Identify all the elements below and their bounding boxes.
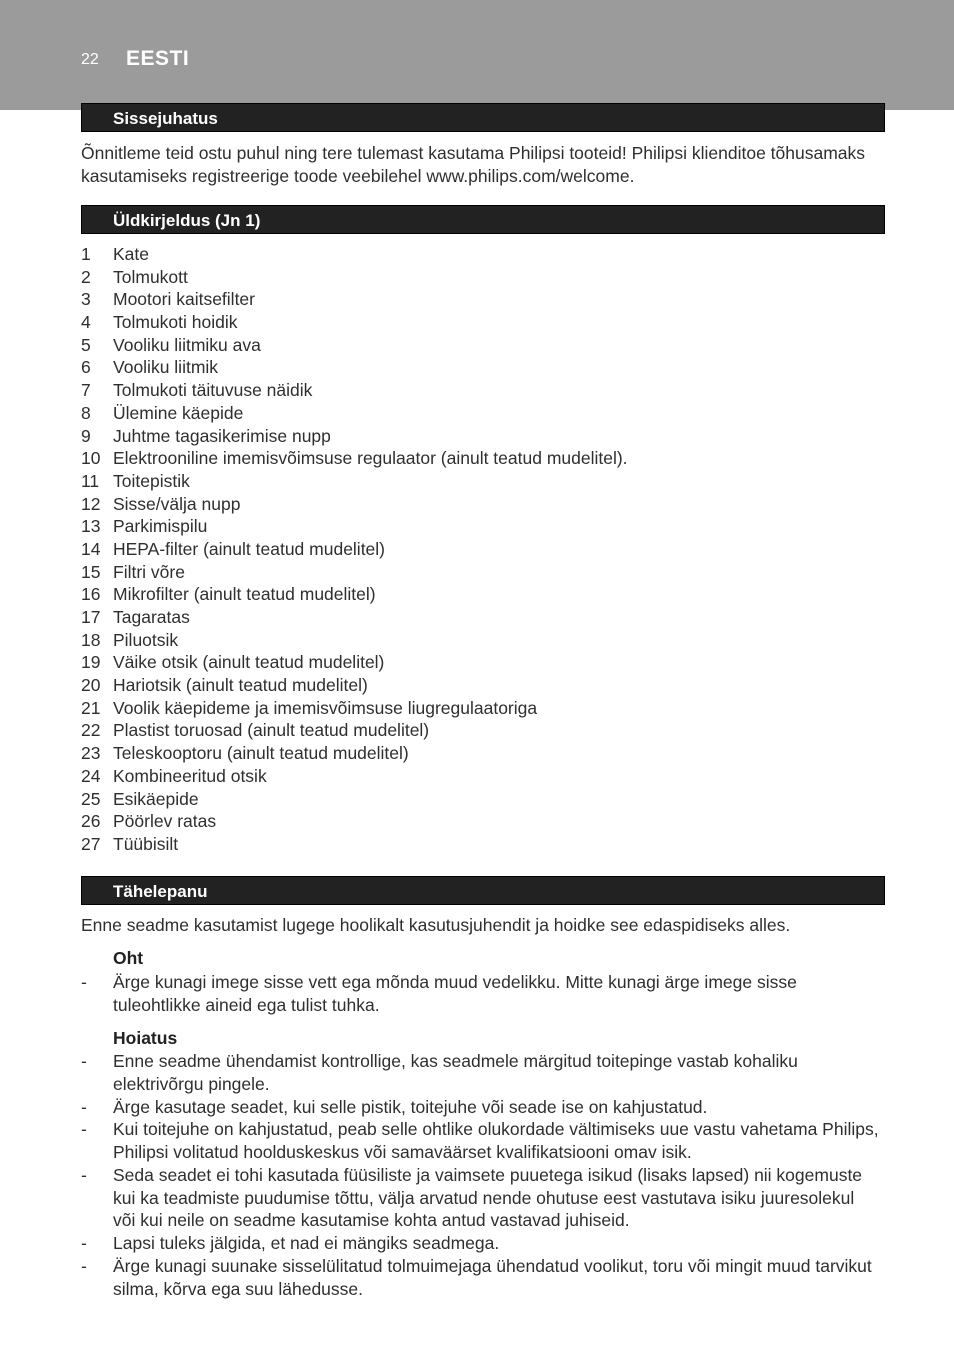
section-header-general [81, 205, 885, 234]
item-label: Tagaratas [113, 607, 190, 627]
list-item [81, 288, 881, 311]
item-number: 21 [81, 697, 101, 718]
item-label: Tolmukoti täituvuse näidik [113, 380, 313, 401]
bullet-dash: - [81, 1119, 87, 1139]
item-number: 2 [81, 266, 91, 287]
bullet-text: Lapsi tuleks jälgida, et nad ei mängiks seadmega. [113, 1233, 500, 1253]
item-label: Toitepistik [113, 470, 190, 491]
bullet-dash: - [81, 1051, 87, 1071]
item-number: 15 [81, 561, 101, 582]
item-number: 8 [81, 402, 91, 423]
list-item [81, 538, 881, 561]
item-number: 25 [81, 788, 101, 809]
bullet-text: Ärge kunagi suunake sisselülitatud tolmuimejaga ühendatud voolikut, toru või mingit muud tarvikut silma, kõrva ega suu lähedusse. [113, 1256, 872, 1299]
bullet-text: Seda seadet ei tohi kasutada füüsiliste ja vaimsete puuetega isikud (lisaks lapsed) nii kogemuste kui ka teadmiste puudumise tõttu, välja arvatud nende ohutuse eest vastutava isiku juuresolekul või kui neile on seadme kasutamise kohta antud vastavad juhiseid. [113, 1165, 863, 1231]
item-number: 19 [81, 652, 101, 673]
list-item [81, 810, 881, 833]
item-number: 14 [81, 538, 101, 559]
item-number: 18 [81, 629, 101, 650]
item-label: Juhtme tagasikerimise nupp [113, 425, 331, 446]
intro-paragraph: Õnnitleme teid ostu puhul ning tere tulemast kasutama Philipsi tooteid! Philipsi klienditoe tõhusamaks kasutamiseks registreerige toode veebilehel www.philips.com/welcome. [81, 143, 866, 186]
list-item [81, 1050, 881, 1095]
item-number: 27 [81, 833, 101, 854]
list-item [81, 606, 881, 629]
item-number: 24 [81, 765, 101, 786]
item-label: Esikäepide [113, 788, 199, 809]
bullet-dash: - [81, 1233, 87, 1253]
attention-paragraph: Enne seadme kasutamist lugege hoolikalt kasutusjuhendit ja hoidke see edaspidiseks alles. [81, 915, 791, 935]
section-title: Sissejuhatus [113, 109, 218, 128]
bullet-text: Ärge kunagi imege sisse vett ega mõnda muud vedelikku. Mitte kunagi ärge imege sisse tuleohtlikke aineid ega tulist tuhka. [113, 972, 797, 1015]
list-item [81, 697, 881, 720]
list-item [81, 402, 881, 425]
item-label: Tüübisilt [113, 833, 179, 854]
list-item [81, 1232, 881, 1255]
item-number: 12 [81, 493, 101, 514]
item-number: 4 [81, 312, 91, 333]
item-number: 9 [81, 425, 91, 446]
item-number: 23 [81, 743, 101, 764]
item-number: 16 [81, 584, 101, 605]
language-title: EESTI [126, 47, 190, 70]
bullet-dash: - [81, 1165, 87, 1185]
list-item [81, 243, 881, 266]
list-item [81, 561, 881, 584]
item-label: Väike otsik (ainult teatud mudelitel) [113, 652, 385, 673]
item-label: HEPA-filter (ainult teatud mudelitel) [113, 538, 386, 559]
list-item [81, 1118, 881, 1163]
bullet-text: Ärge kasutage seadet, kui selle pistik, toitejuhe või seade ise on kahjustatud. [113, 1097, 708, 1117]
item-label: Voolik käepideme ja imemisvõimsuse liugregulaatoriga [113, 697, 538, 718]
list-item [81, 833, 881, 856]
item-number: 6 [81, 357, 91, 378]
list-item [81, 674, 881, 697]
item-label: Piluotsik [113, 629, 179, 650]
item-number: 3 [81, 289, 91, 310]
list-item [81, 742, 881, 765]
bullet-dash: - [81, 1256, 87, 1276]
item-label: Mikrofilter (ainult teatud mudelitel) [113, 584, 376, 605]
item-label: Tolmukoti hoidik [113, 312, 238, 333]
bullet-text: Kui toitejuhe on kahjustatud, peab selle ohtlike olukordade vältimiseks uue vastu vahetama Philips, Philipsi volitatud hoolduskeskus või samaväärset kvalifikatsiooni omav isik. [113, 1119, 879, 1162]
item-label: Teleskooptoru (ainult teatud mudelitel) [113, 743, 409, 764]
list-item [81, 311, 881, 334]
list-item [81, 493, 881, 516]
header-band [0, 0, 954, 110]
item-number: 11 [81, 470, 100, 491]
section-header-attention [81, 876, 885, 905]
item-number: 13 [81, 516, 101, 537]
section-header-intro [81, 103, 885, 132]
page-number: 22 [81, 51, 99, 68]
item-number: 22 [81, 720, 101, 741]
list-item [81, 788, 881, 811]
item-label: Hariotsik (ainult teatud mudelitel) [113, 675, 368, 696]
item-label: Elektrooniline imemisvõimsuse regulaator (ainult teatud mudelitel). [113, 448, 628, 469]
list-item [81, 334, 881, 357]
item-label: Mootori kaitsefilter [113, 289, 255, 310]
list-item [81, 425, 881, 448]
danger-heading: Oht [113, 948, 144, 968]
item-label: Kombineeritud otsik [113, 765, 267, 786]
item-label: Vooliku liitmik [113, 357, 219, 378]
item-label: Ülemine käepide [113, 402, 244, 423]
item-number: 10 [81, 448, 101, 469]
list-item [81, 515, 881, 538]
item-label: Filtri võre [113, 561, 185, 582]
item-number: 20 [81, 675, 101, 696]
list-item [81, 356, 881, 379]
item-label: Kate [113, 244, 149, 264]
section-title: Üldkirjeldus (Jn 1) [113, 211, 261, 230]
bullet-dash: - [81, 972, 87, 992]
item-number: 1 [81, 244, 91, 264]
bullet-dash: - [81, 1097, 87, 1117]
item-number: 5 [81, 334, 91, 355]
section-title: Tähelepanu [113, 882, 208, 901]
list-item [81, 583, 881, 606]
list-item [81, 379, 881, 402]
list-item [81, 719, 881, 742]
item-label: Vooliku liitmiku ava [113, 334, 261, 355]
list-item [81, 266, 881, 289]
item-number: 7 [81, 380, 91, 401]
list-item [81, 971, 881, 1016]
parts-list [81, 243, 881, 856]
list-item [81, 470, 881, 493]
item-label: Sisse/välja nupp [113, 493, 241, 514]
item-number: 26 [81, 811, 101, 832]
list-item [81, 1164, 881, 1232]
list-item [81, 447, 881, 470]
item-label: Parkimispilu [113, 516, 208, 537]
item-label: Tolmukott [113, 266, 188, 287]
list-item [81, 651, 881, 674]
list-item [81, 1096, 881, 1119]
item-label: Plastist toruosad (ainult teatud mudelitel) [113, 720, 430, 741]
list-item [81, 629, 881, 652]
bullet-text: Enne seadme ühendamist kontrollige, kas seadmele märgitud toitepinge vastab kohaliku elektrivõrgu pingele. [113, 1051, 798, 1094]
warning-heading: Hoiatus [113, 1028, 178, 1048]
item-label: Pöörlev ratas [113, 811, 217, 832]
list-item [81, 1255, 881, 1300]
list-item [81, 765, 881, 788]
item-number: 17 [81, 607, 101, 627]
